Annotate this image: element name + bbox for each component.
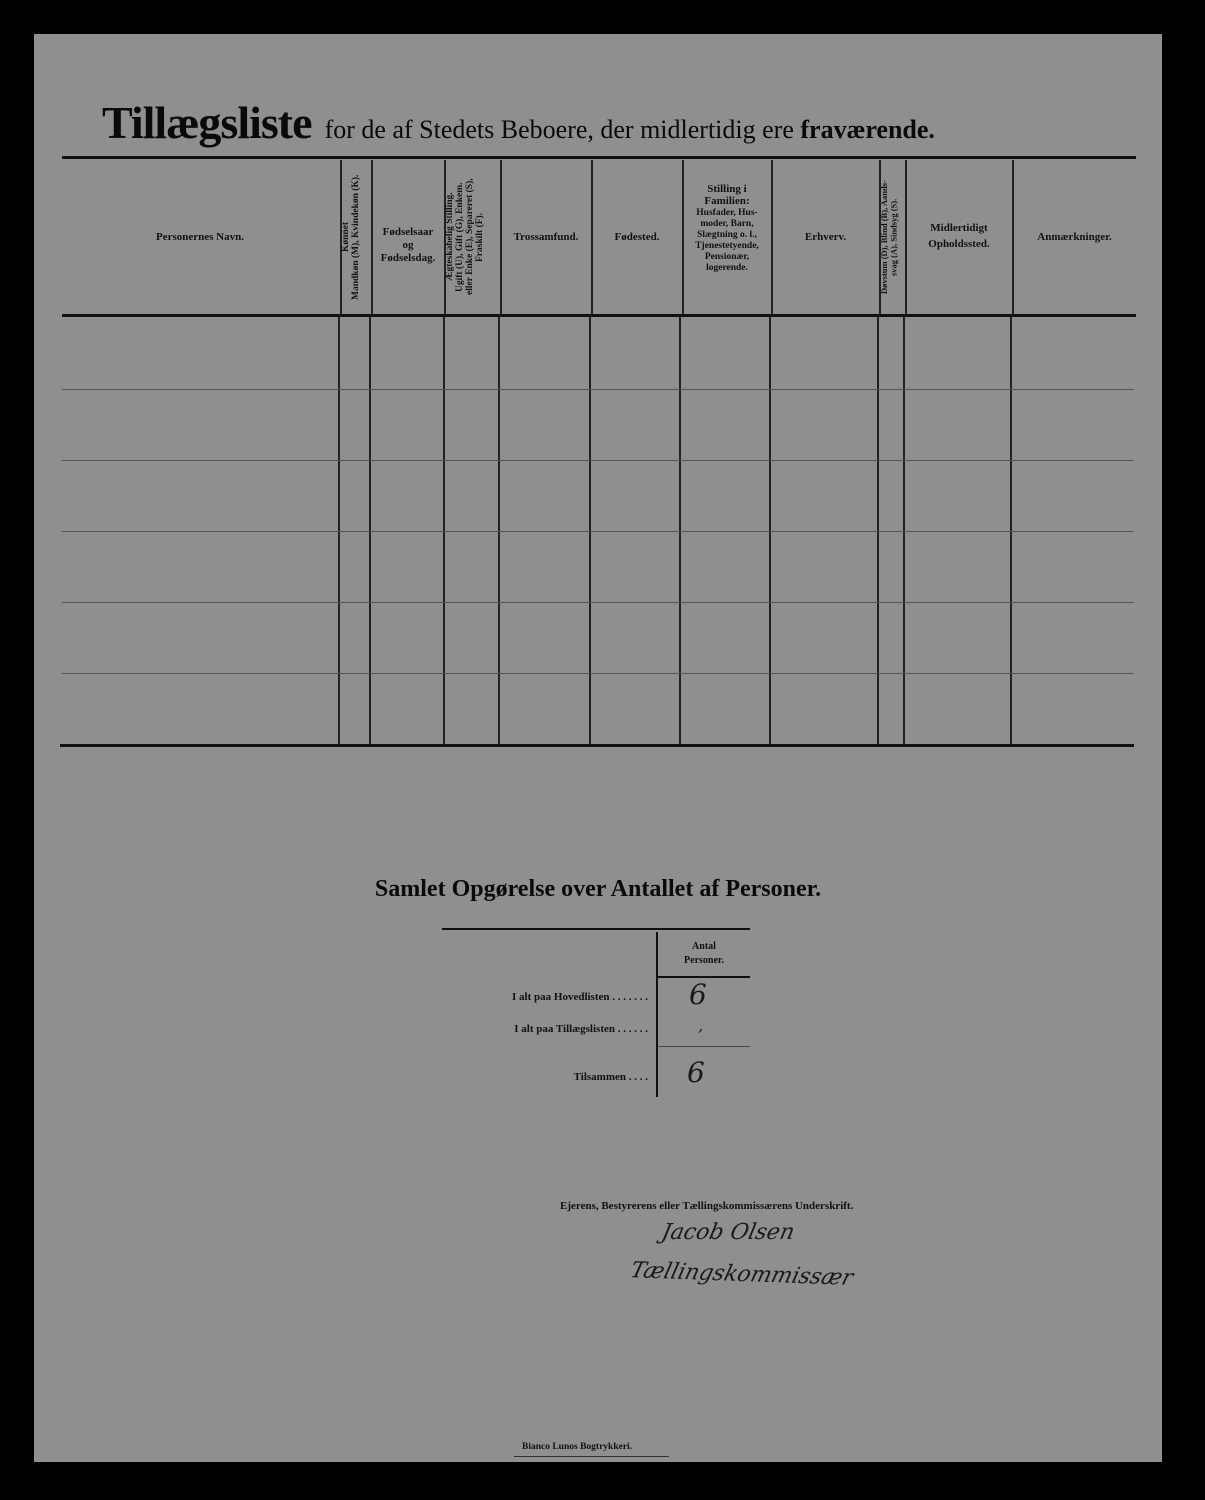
header-fodselsaar-line: Fødselsdag.: [380, 252, 436, 264]
header-stilling-line: moder, Barn,: [700, 219, 754, 229]
table-row-line: [62, 389, 1134, 390]
header-kjonnet-line: Kønnet: [341, 221, 351, 253]
summary-column-divider: [656, 932, 658, 1097]
summary-row-value-tilsammen: 6: [687, 1056, 705, 1089]
header-erhverv: Erhverv.: [804, 231, 847, 243]
summary-row-label-tillaegslisten: I alt paa Tillægslisten . . . . . .: [514, 1023, 648, 1035]
header-dovstum-line: svag (A), Sindsyg (S).: [888, 198, 899, 276]
summary-row-value-hovedlisten: 6: [689, 978, 707, 1011]
header-aegteskabelig-line: Fraskilt (F).: [475, 212, 485, 262]
signature-caption: Ejerens, Bestyrerens eller Tællingskommissærens Underskrift.: [560, 1200, 854, 1212]
table-header-rule: [62, 314, 1136, 317]
table-bottom-rule: [60, 744, 1134, 747]
form-title: [102, 96, 1162, 149]
header-fodselsaar-line: Fødselsaar: [382, 226, 434, 238]
header-trossamfund: Trossamfund.: [513, 231, 579, 243]
signature-name: Jacob Olsen: [659, 1220, 797, 1245]
header-stilling-line: Slægtning o. l.,: [697, 230, 757, 240]
header-dovstum: [880, 162, 905, 312]
header-anmaerkninger: Anmærkninger.: [1037, 231, 1112, 243]
header-stilling-line: Husfader, Hus-: [696, 208, 758, 218]
summary-column-header-line: Antal: [692, 941, 716, 952]
form-title-subtitle: [325, 115, 935, 144]
printer-underline: [514, 1456, 669, 1457]
header-fodselsaar: [372, 226, 444, 265]
header-stilling-line: Stilling i: [707, 183, 747, 195]
summary-row-label-hovedlisten: I alt paa Hovedlisten . . . . . . .: [512, 991, 648, 1003]
header-fodested: Fødested.: [614, 231, 660, 243]
summary-top-rule: [442, 928, 750, 930]
summary-column-header-line: Personer.: [684, 955, 724, 966]
header-midlertidigt-line: Opholdssted.: [928, 238, 990, 250]
form-title-text: for de af Stedets Beboere, der midlertidig ere: [324, 115, 794, 144]
header-aegteskabelig-line: Ægteskabelig Stilling.: [445, 192, 455, 282]
header-stilling-line: Pensionær,: [704, 252, 750, 262]
header-aegteskabelig-line: eller Enke (E), Separeret (S),: [465, 178, 475, 296]
printer-imprint: Bianco Lunos Bogtrykkeri.: [522, 1442, 633, 1452]
header-aegteskabelig-line: Ugift (U), Gift (G), Enkem.: [455, 182, 465, 292]
form-title-emphasis: fraværende.: [800, 115, 935, 144]
header-personernes-navn: Personernes Navn.: [156, 231, 244, 243]
header-aegteskabelig: [445, 162, 500, 312]
census-form-sheet: [34, 34, 1162, 1462]
summary-title: Samlet Opgørelse over Antallet af Personer.: [374, 876, 822, 902]
header-stilling-line: logerende.: [706, 263, 748, 273]
table-top-rule: [62, 156, 1136, 159]
summary-total-rule: [658, 1046, 750, 1047]
table-row-line: [62, 602, 1134, 603]
summary-row-value-tillaegslisten: ‚: [698, 1016, 704, 1035]
header-dovstum-line: Døvstum (D), Blind (B), Aands-: [879, 180, 889, 294]
header-stilling-line: Familien:: [704, 195, 750, 207]
header-midlertidigt: [906, 220, 1012, 252]
form-title-main: Tillægsliste: [102, 97, 312, 148]
header-fodselsaar-line: og: [402, 239, 414, 251]
summary-row-label-tilsammen: Tilsammen . . . .: [573, 1071, 648, 1083]
signature-role: Tællingskommissær: [627, 1258, 856, 1291]
summary-column-header: [660, 940, 748, 968]
header-stilling-line: Tjenestetyende,: [695, 241, 759, 251]
table-row-line: [62, 460, 1134, 461]
header-kjonnet: [341, 162, 371, 312]
table-row-line: [62, 531, 1134, 532]
header-stilling: [683, 184, 771, 274]
table-row-line: [62, 673, 1134, 674]
header-kjonnet-line: Mandkøn (M), Kvindekøn (K).: [351, 174, 361, 300]
header-midlertidigt-line: Midlertidigt: [930, 222, 988, 234]
